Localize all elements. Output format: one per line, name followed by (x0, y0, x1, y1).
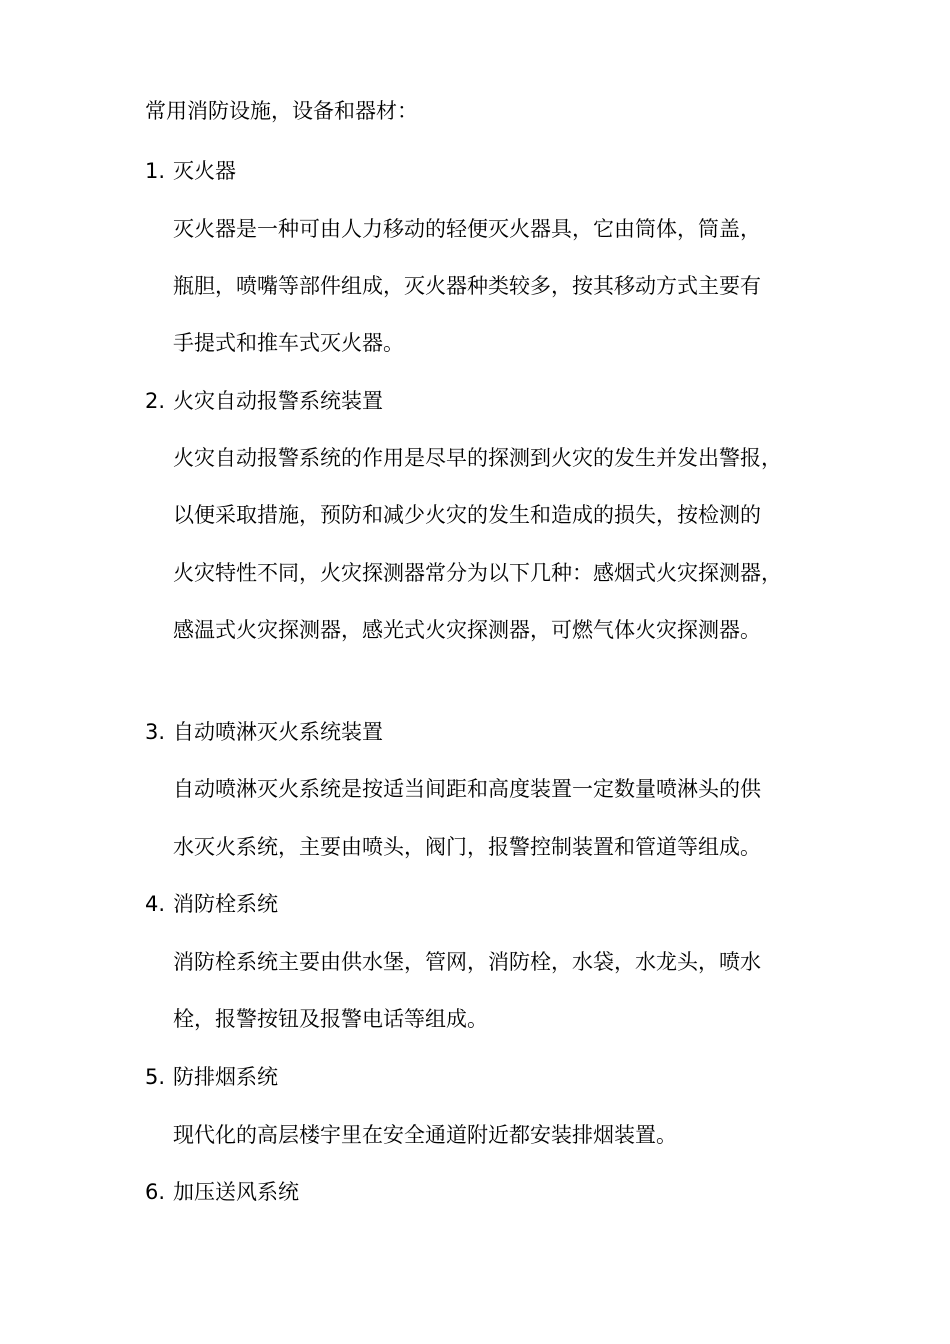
section-title: 灭火器 (173, 159, 236, 183)
intro-line: 常用消防设施，设备和器材： (145, 99, 418, 123)
paragraph-line: 消防栓系统主要由供水堡，管网，消防栓，水袋，水龙头，喷水 (173, 950, 761, 974)
section-number: 6. (145, 1180, 166, 1204)
section-number: 5. (145, 1065, 166, 1089)
section-number: 3. (145, 720, 166, 744)
paragraph-line: 感温式火灾探测器，感光式火灾探测器，可燃气体火灾探测器。 (173, 618, 761, 642)
section-heading-4 (145, 889, 278, 919)
paragraph-line: 现代化的高层楼宇里在安全通道附近都安装排烟装置。 (173, 1123, 677, 1147)
section-number: 1. (145, 159, 166, 183)
section-number: 2. (145, 389, 166, 413)
paragraph-line: 以便采取措施，预防和减少火灾的发生和造成的损失，按检测的 (173, 503, 761, 527)
section-title: 自动喷淋灭火系统装置 (173, 720, 383, 744)
section-title: 消防栓系统 (173, 892, 278, 916)
section-heading-3 (145, 717, 383, 747)
paragraph-line: 灭火器是一种可由人力移动的轻便灭火器具，它由筒体，筒盖， (173, 217, 761, 241)
section-title: 加压送风系统 (173, 1180, 299, 1204)
section-heading-1 (145, 156, 236, 186)
section-title: 防排烟系统 (173, 1065, 278, 1089)
paragraph-line: 火灾特性不同，火灾探测器常分为以下几种：感烟式火灾探测器， (173, 561, 782, 585)
section-number: 4. (145, 892, 166, 916)
section-heading-2 (145, 386, 383, 416)
paragraph-line: 水灭火系统，主要由喷头，阀门，报警控制装置和管道等组成。 (173, 835, 761, 859)
paragraph-line: 栓，报警按钮及报警电话等组成。 (173, 1007, 488, 1031)
paragraph-line: 瓶胆，喷嘴等部件组成，灭火器种类较多，按其移动方式主要有 (173, 274, 761, 298)
paragraph-line: 火灾自动报警系统的作用是尽早的探测到火灾的发生并发出警报， (173, 446, 782, 470)
section-heading-5 (145, 1062, 278, 1092)
paragraph-line: 自动喷淋灭火系统是按适当间距和高度装置一定数量喷淋头的供 (173, 777, 761, 801)
paragraph-line: 手提式和推车式灭火器。 (173, 331, 404, 355)
section-title: 火灾自动报警系统装置 (173, 389, 383, 413)
section-heading-6 (145, 1177, 299, 1207)
